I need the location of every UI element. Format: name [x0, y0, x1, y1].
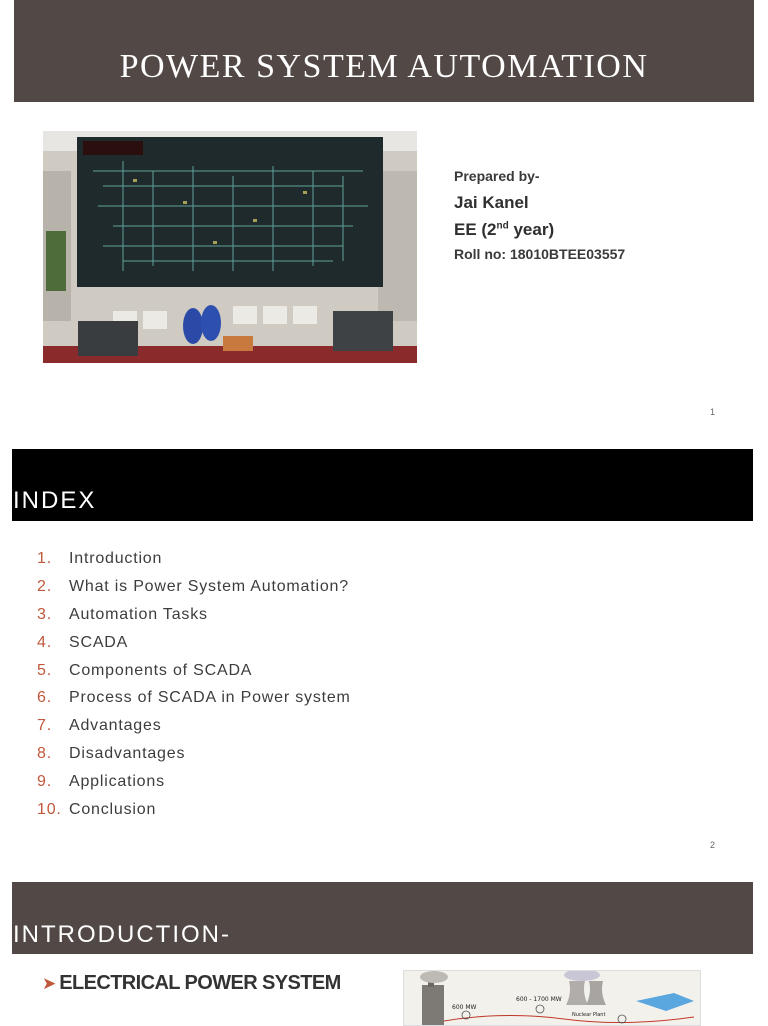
list-item: 1. Introduction [37, 549, 163, 567]
index-banner [12, 449, 753, 521]
list-item: 5. Components of SCADA [37, 661, 253, 679]
diagram-label: 600 MW [452, 1004, 477, 1011]
list-item: 9. Applications [37, 773, 165, 791]
list-item: 10. Conclusion [37, 800, 157, 818]
control-room-photo [43, 131, 417, 363]
index-list [37, 545, 351, 824]
index-title: INDEX [13, 487, 97, 514]
list-item: 6. Process of SCADA in Power system [37, 689, 351, 707]
list-item: 2. What is Power System Automation? [37, 577, 349, 595]
slide-title: POWER SYSTEM AUTOMATION [119, 48, 649, 85]
roll-number: Roll no: 18010BTEE03557 [454, 246, 626, 262]
page-number: 2 [710, 840, 716, 850]
arrow-bullet-icon: ➤ [42, 973, 57, 993]
list-item: 3. Automation Tasks [37, 605, 208, 623]
diagram-label: Nuclear Plant [572, 1012, 606, 1018]
list-item: 7. Advantages [37, 717, 162, 735]
prepared-by-label: Prepared by- [454, 168, 540, 184]
author-year: EE (2nd year) [454, 220, 555, 239]
list-item: 4. SCADA [37, 633, 129, 651]
diagram-label: 600 - 1700 MW [516, 996, 562, 1003]
power-system-diagram [403, 970, 701, 1026]
bullet-electrical-power-system: ➤ ELECTRICAL POWER SYSTEM [42, 972, 341, 994]
list-item: 8. Disadvantages [37, 745, 186, 763]
introduction-title: INTRODUCTION- [13, 921, 231, 948]
page-number: 1 [710, 407, 716, 417]
author-name: Jai Kanel [454, 193, 529, 212]
